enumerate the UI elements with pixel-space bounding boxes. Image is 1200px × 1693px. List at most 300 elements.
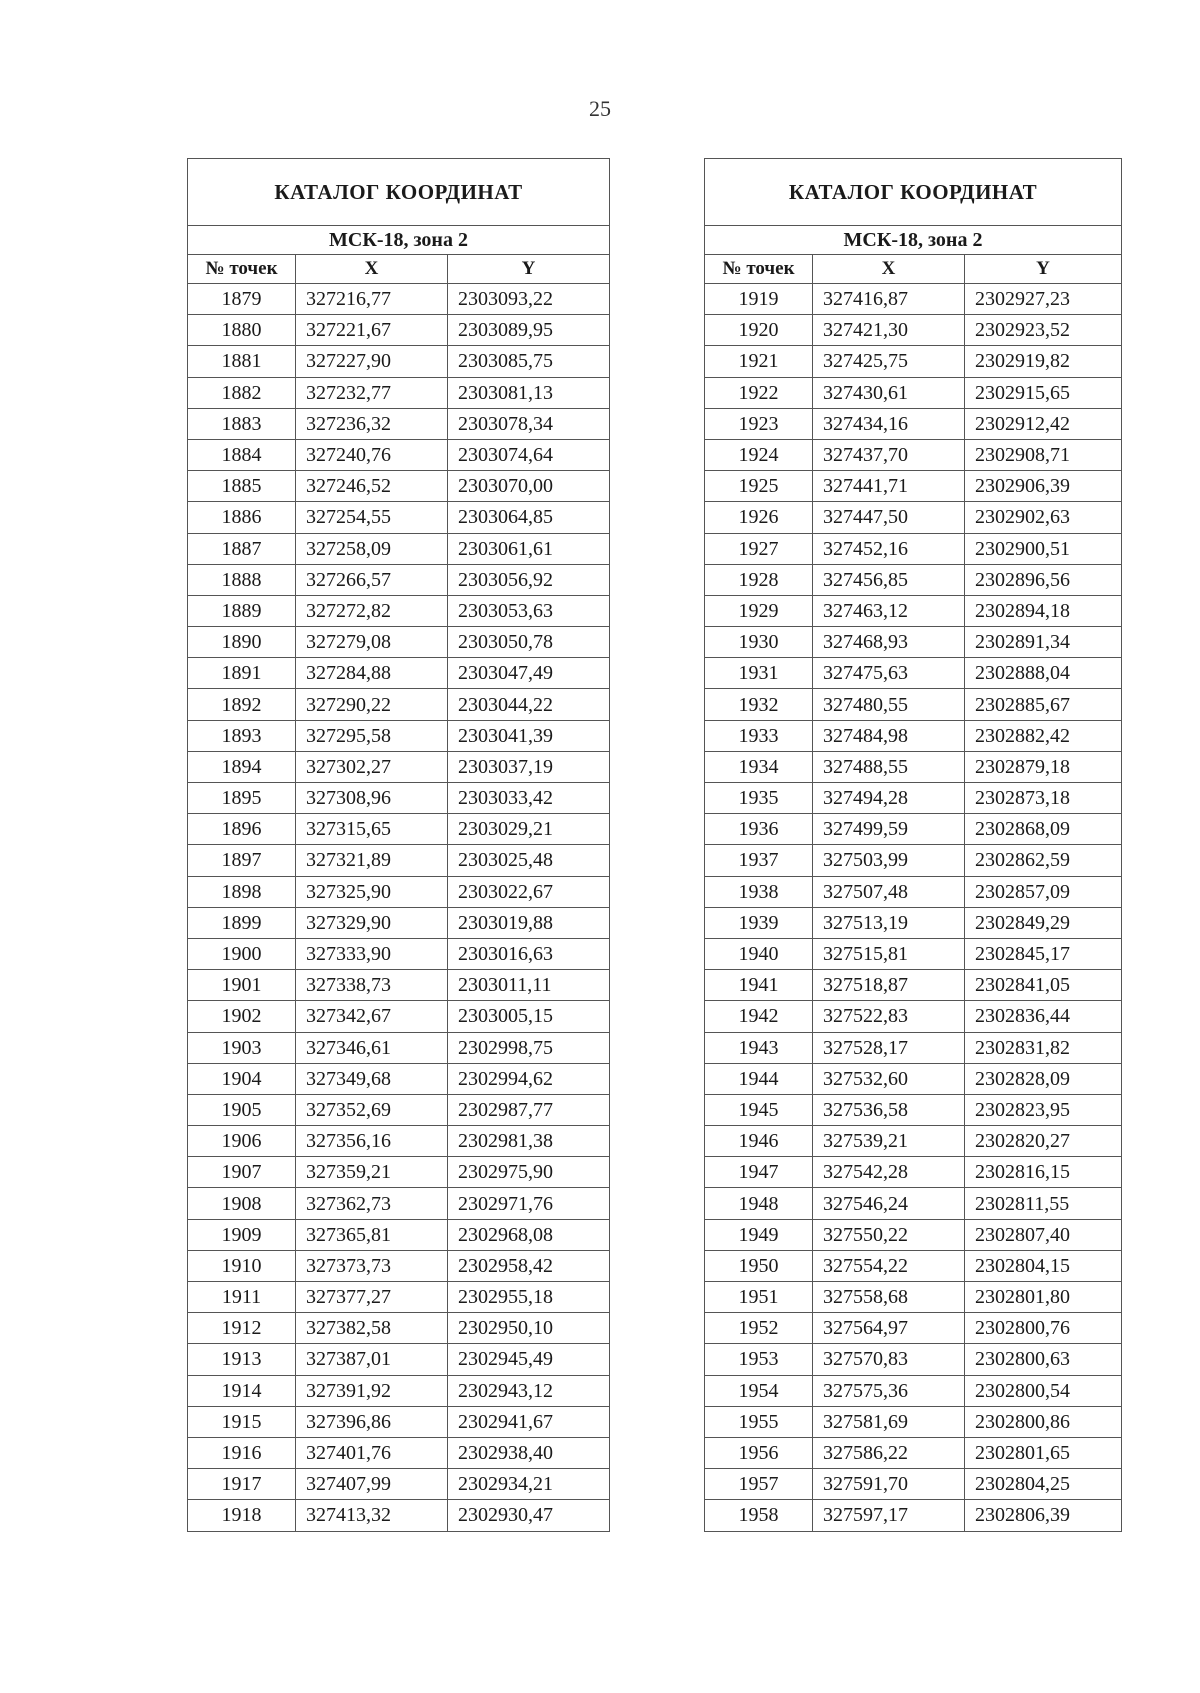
y-coordinate-cell: 2302908,71 bbox=[965, 439, 1122, 470]
point-number-cell: 1889 bbox=[188, 595, 296, 626]
table-row bbox=[188, 720, 610, 751]
point-number-cell: 1957 bbox=[705, 1469, 813, 1500]
y-coordinate-cell: 2302811,55 bbox=[965, 1188, 1122, 1219]
table-row bbox=[705, 1406, 1122, 1437]
y-coordinate-cell: 2302801,80 bbox=[965, 1282, 1122, 1313]
point-number-cell: 1896 bbox=[188, 814, 296, 845]
x-coordinate-cell: 327279,08 bbox=[296, 627, 448, 658]
y-coordinate-cell: 2302862,59 bbox=[965, 845, 1122, 876]
point-number-cell: 1916 bbox=[188, 1437, 296, 1468]
x-coordinate-cell: 327421,30 bbox=[813, 315, 965, 346]
point-number-cell: 1899 bbox=[188, 907, 296, 938]
x-coordinate-cell: 327377,27 bbox=[296, 1282, 448, 1313]
y-coordinate-cell: 2302820,27 bbox=[965, 1126, 1122, 1157]
point-number-cell: 1905 bbox=[188, 1094, 296, 1125]
point-number-cell: 1893 bbox=[188, 720, 296, 751]
x-coordinate-cell: 327359,21 bbox=[296, 1157, 448, 1188]
point-number-cell: 1903 bbox=[188, 1032, 296, 1063]
x-coordinate-cell: 327396,86 bbox=[296, 1406, 448, 1437]
table-row bbox=[705, 814, 1122, 845]
column-header-y: Y bbox=[965, 255, 1122, 284]
y-coordinate-cell: 2302968,08 bbox=[448, 1219, 610, 1250]
point-number-cell: 1915 bbox=[188, 1406, 296, 1437]
x-coordinate-cell: 327522,83 bbox=[813, 1001, 965, 1032]
point-number-cell: 1907 bbox=[188, 1157, 296, 1188]
point-number-cell: 1917 bbox=[188, 1469, 296, 1500]
x-coordinate-cell: 327542,28 bbox=[813, 1157, 965, 1188]
point-number-cell: 1928 bbox=[705, 564, 813, 595]
table-row bbox=[188, 377, 610, 408]
y-coordinate-cell: 2302879,18 bbox=[965, 751, 1122, 782]
x-coordinate-cell: 327437,70 bbox=[813, 439, 965, 470]
point-number-cell: 1881 bbox=[188, 346, 296, 377]
point-number-cell: 1929 bbox=[705, 595, 813, 626]
point-number-cell: 1906 bbox=[188, 1126, 296, 1157]
table-row bbox=[188, 783, 610, 814]
y-coordinate-cell: 2302987,77 bbox=[448, 1094, 610, 1125]
point-number-cell: 1940 bbox=[705, 938, 813, 969]
x-coordinate-cell: 327488,55 bbox=[813, 751, 965, 782]
x-coordinate-cell: 327558,68 bbox=[813, 1282, 965, 1313]
table-row bbox=[705, 970, 1122, 1001]
table-row bbox=[705, 1219, 1122, 1250]
table-row bbox=[188, 502, 610, 533]
x-coordinate-cell: 327302,27 bbox=[296, 751, 448, 782]
point-number-cell: 1883 bbox=[188, 408, 296, 439]
table-row bbox=[188, 284, 610, 315]
table-row bbox=[705, 1063, 1122, 1094]
table-row bbox=[705, 502, 1122, 533]
table-row bbox=[705, 564, 1122, 595]
table-row bbox=[705, 1437, 1122, 1468]
table-row bbox=[705, 1344, 1122, 1375]
y-coordinate-cell: 2302888,04 bbox=[965, 658, 1122, 689]
x-coordinate-cell: 327591,70 bbox=[813, 1469, 965, 1500]
point-number-cell: 1882 bbox=[188, 377, 296, 408]
table-row bbox=[188, 1157, 610, 1188]
y-coordinate-cell: 2303056,92 bbox=[448, 564, 610, 595]
point-number-cell: 1901 bbox=[188, 970, 296, 1001]
x-coordinate-cell: 327480,55 bbox=[813, 689, 965, 720]
point-number-cell: 1942 bbox=[705, 1001, 813, 1032]
point-number-cell: 1937 bbox=[705, 845, 813, 876]
point-number-cell: 1924 bbox=[705, 439, 813, 470]
x-coordinate-cell: 327236,32 bbox=[296, 408, 448, 439]
point-number-cell: 1955 bbox=[705, 1406, 813, 1437]
y-coordinate-cell: 2302891,34 bbox=[965, 627, 1122, 658]
x-coordinate-cell: 327266,57 bbox=[296, 564, 448, 595]
table-row bbox=[705, 1001, 1122, 1032]
x-coordinate-cell: 327308,96 bbox=[296, 783, 448, 814]
table-row bbox=[188, 471, 610, 502]
x-coordinate-cell: 327413,32 bbox=[296, 1500, 448, 1531]
table-row bbox=[705, 533, 1122, 564]
y-coordinate-cell: 2302823,95 bbox=[965, 1094, 1122, 1125]
x-coordinate-cell: 327329,90 bbox=[296, 907, 448, 938]
table-row bbox=[188, 814, 610, 845]
point-number-cell: 1919 bbox=[705, 284, 813, 315]
table-title: КАТАЛОГ КООРДИНАТ bbox=[188, 159, 610, 226]
y-coordinate-cell: 2302807,40 bbox=[965, 1219, 1122, 1250]
y-coordinate-cell: 2303081,13 bbox=[448, 377, 610, 408]
x-coordinate-cell: 327425,75 bbox=[813, 346, 965, 377]
table-row bbox=[188, 1219, 610, 1250]
x-coordinate-cell: 327240,76 bbox=[296, 439, 448, 470]
point-number-cell: 1946 bbox=[705, 1126, 813, 1157]
x-coordinate-cell: 327387,01 bbox=[296, 1344, 448, 1375]
x-coordinate-cell: 327221,67 bbox=[296, 315, 448, 346]
point-number-cell: 1890 bbox=[188, 627, 296, 658]
table-row bbox=[188, 1469, 610, 1500]
table-row bbox=[705, 315, 1122, 346]
point-number-cell: 1912 bbox=[188, 1313, 296, 1344]
point-number-cell: 1902 bbox=[188, 1001, 296, 1032]
point-number-cell: 1909 bbox=[188, 1219, 296, 1250]
table-row bbox=[188, 658, 610, 689]
table-row bbox=[705, 408, 1122, 439]
x-coordinate-cell: 327346,61 bbox=[296, 1032, 448, 1063]
point-number-cell: 1950 bbox=[705, 1250, 813, 1281]
point-number-cell: 1925 bbox=[705, 471, 813, 502]
y-coordinate-cell: 2303078,34 bbox=[448, 408, 610, 439]
y-coordinate-cell: 2302804,25 bbox=[965, 1469, 1122, 1500]
x-coordinate-cell: 327321,89 bbox=[296, 845, 448, 876]
y-coordinate-cell: 2303070,00 bbox=[448, 471, 610, 502]
y-coordinate-cell: 2303053,63 bbox=[448, 595, 610, 626]
table-row bbox=[188, 1375, 610, 1406]
point-number-cell: 1947 bbox=[705, 1157, 813, 1188]
table-row bbox=[705, 720, 1122, 751]
point-number-cell: 1904 bbox=[188, 1063, 296, 1094]
point-number-cell: 1914 bbox=[188, 1375, 296, 1406]
x-coordinate-cell: 327272,82 bbox=[296, 595, 448, 626]
coordinate-catalog-table-right bbox=[704, 158, 1122, 1532]
table-row bbox=[188, 1406, 610, 1437]
point-number-cell: 1892 bbox=[188, 689, 296, 720]
point-number-cell: 1885 bbox=[188, 471, 296, 502]
y-coordinate-cell: 2302882,42 bbox=[965, 720, 1122, 751]
y-coordinate-cell: 2302894,18 bbox=[965, 595, 1122, 626]
table-row bbox=[705, 1250, 1122, 1281]
table-row bbox=[705, 1188, 1122, 1219]
y-coordinate-cell: 2302902,63 bbox=[965, 502, 1122, 533]
y-coordinate-cell: 2302955,18 bbox=[448, 1282, 610, 1313]
point-number-cell: 1944 bbox=[705, 1063, 813, 1094]
x-coordinate-cell: 327342,67 bbox=[296, 1001, 448, 1032]
y-coordinate-cell: 2303041,39 bbox=[448, 720, 610, 751]
x-coordinate-cell: 327475,63 bbox=[813, 658, 965, 689]
x-coordinate-cell: 327484,98 bbox=[813, 720, 965, 751]
y-coordinate-cell: 2303033,42 bbox=[448, 783, 610, 814]
table-row bbox=[188, 1126, 610, 1157]
x-coordinate-cell: 327338,73 bbox=[296, 970, 448, 1001]
point-number-cell: 1952 bbox=[705, 1313, 813, 1344]
table-row bbox=[188, 1032, 610, 1063]
point-number-cell: 1954 bbox=[705, 1375, 813, 1406]
table-subtitle: МСК-18, зона 2 bbox=[188, 226, 610, 255]
x-coordinate-cell: 327586,22 bbox=[813, 1437, 965, 1468]
table-row bbox=[705, 1313, 1122, 1344]
y-coordinate-cell: 2302868,09 bbox=[965, 814, 1122, 845]
table-row bbox=[188, 751, 610, 782]
table-row bbox=[188, 1500, 610, 1531]
y-coordinate-cell: 2303019,88 bbox=[448, 907, 610, 938]
table-row bbox=[705, 377, 1122, 408]
table-row bbox=[705, 1500, 1122, 1531]
y-coordinate-cell: 2302930,47 bbox=[448, 1500, 610, 1531]
table-row bbox=[705, 689, 1122, 720]
x-coordinate-cell: 327416,87 bbox=[813, 284, 965, 315]
y-coordinate-cell: 2303029,21 bbox=[448, 814, 610, 845]
x-coordinate-cell: 327536,58 bbox=[813, 1094, 965, 1125]
point-number-cell: 1938 bbox=[705, 876, 813, 907]
x-coordinate-cell: 327456,85 bbox=[813, 564, 965, 595]
x-coordinate-cell: 327528,17 bbox=[813, 1032, 965, 1063]
y-coordinate-cell: 2303061,61 bbox=[448, 533, 610, 564]
table-row bbox=[188, 595, 610, 626]
table-row bbox=[188, 439, 610, 470]
x-coordinate-cell: 327356,16 bbox=[296, 1126, 448, 1157]
x-coordinate-cell: 327581,69 bbox=[813, 1406, 965, 1437]
point-number-cell: 1884 bbox=[188, 439, 296, 470]
table-row bbox=[705, 845, 1122, 876]
y-coordinate-cell: 2302958,42 bbox=[448, 1250, 610, 1281]
y-coordinate-cell: 2302896,56 bbox=[965, 564, 1122, 595]
y-coordinate-cell: 2302941,67 bbox=[448, 1406, 610, 1437]
x-coordinate-cell: 327515,81 bbox=[813, 938, 965, 969]
point-number-cell: 1908 bbox=[188, 1188, 296, 1219]
x-coordinate-cell: 327447,50 bbox=[813, 502, 965, 533]
table-row bbox=[188, 1437, 610, 1468]
table-row bbox=[188, 1001, 610, 1032]
table-row bbox=[188, 1313, 610, 1344]
x-coordinate-cell: 327254,55 bbox=[296, 502, 448, 533]
x-coordinate-cell: 327494,28 bbox=[813, 783, 965, 814]
y-coordinate-cell: 2303044,22 bbox=[448, 689, 610, 720]
point-number-cell: 1897 bbox=[188, 845, 296, 876]
table-row bbox=[705, 595, 1122, 626]
y-coordinate-cell: 2303074,64 bbox=[448, 439, 610, 470]
y-coordinate-cell: 2302831,82 bbox=[965, 1032, 1122, 1063]
y-coordinate-cell: 2302849,29 bbox=[965, 907, 1122, 938]
x-coordinate-cell: 327258,09 bbox=[296, 533, 448, 564]
table-title: КАТАЛОГ КООРДИНАТ bbox=[705, 159, 1122, 226]
table-row bbox=[188, 1282, 610, 1313]
x-coordinate-cell: 327503,99 bbox=[813, 845, 965, 876]
point-number-cell: 1935 bbox=[705, 783, 813, 814]
y-coordinate-cell: 2303050,78 bbox=[448, 627, 610, 658]
point-number-cell: 1939 bbox=[705, 907, 813, 938]
column-header-point-number: № точек bbox=[188, 255, 296, 284]
x-coordinate-cell: 327499,59 bbox=[813, 814, 965, 845]
x-coordinate-cell: 327430,61 bbox=[813, 377, 965, 408]
point-number-cell: 1920 bbox=[705, 315, 813, 346]
column-header-x: X bbox=[296, 255, 448, 284]
point-number-cell: 1953 bbox=[705, 1344, 813, 1375]
x-coordinate-cell: 327564,97 bbox=[813, 1313, 965, 1344]
table-row bbox=[705, 346, 1122, 377]
x-coordinate-cell: 327315,65 bbox=[296, 814, 448, 845]
point-number-cell: 1886 bbox=[188, 502, 296, 533]
y-coordinate-cell: 2302845,17 bbox=[965, 938, 1122, 969]
point-number-cell: 1948 bbox=[705, 1188, 813, 1219]
y-coordinate-cell: 2302950,10 bbox=[448, 1313, 610, 1344]
page-number: 25 bbox=[589, 96, 611, 121]
x-coordinate-cell: 327597,17 bbox=[813, 1500, 965, 1531]
point-number-cell: 1926 bbox=[705, 502, 813, 533]
table-row bbox=[705, 907, 1122, 938]
table-row bbox=[705, 1032, 1122, 1063]
y-coordinate-cell: 2302873,18 bbox=[965, 783, 1122, 814]
x-coordinate-cell: 327349,68 bbox=[296, 1063, 448, 1094]
point-number-cell: 1958 bbox=[705, 1500, 813, 1531]
y-coordinate-cell: 2302800,54 bbox=[965, 1375, 1122, 1406]
column-header-x: X bbox=[813, 255, 965, 284]
point-number-cell: 1936 bbox=[705, 814, 813, 845]
y-coordinate-cell: 2302938,40 bbox=[448, 1437, 610, 1468]
table-row bbox=[188, 533, 610, 564]
y-coordinate-cell: 2302923,52 bbox=[965, 315, 1122, 346]
table-row bbox=[705, 658, 1122, 689]
point-number-cell: 1921 bbox=[705, 346, 813, 377]
y-coordinate-cell: 2302998,75 bbox=[448, 1032, 610, 1063]
point-number-cell: 1943 bbox=[705, 1032, 813, 1063]
y-coordinate-cell: 2302801,65 bbox=[965, 1437, 1122, 1468]
x-coordinate-cell: 327570,83 bbox=[813, 1344, 965, 1375]
y-coordinate-cell: 2302800,86 bbox=[965, 1406, 1122, 1437]
table-row bbox=[188, 1250, 610, 1281]
y-coordinate-cell: 2302800,63 bbox=[965, 1344, 1122, 1375]
table-row bbox=[705, 783, 1122, 814]
coordinate-catalog-table-left bbox=[187, 158, 610, 1532]
x-coordinate-cell: 327539,21 bbox=[813, 1126, 965, 1157]
x-coordinate-cell: 327362,73 bbox=[296, 1188, 448, 1219]
table-body bbox=[705, 284, 1122, 1532]
table-row bbox=[705, 1282, 1122, 1313]
y-coordinate-cell: 2303085,75 bbox=[448, 346, 610, 377]
x-coordinate-cell: 327532,60 bbox=[813, 1063, 965, 1094]
table-row bbox=[188, 627, 610, 658]
point-number-cell: 1923 bbox=[705, 408, 813, 439]
table-row bbox=[705, 938, 1122, 969]
y-coordinate-cell: 2302919,82 bbox=[965, 346, 1122, 377]
point-number-cell: 1888 bbox=[188, 564, 296, 595]
point-number-cell: 1931 bbox=[705, 658, 813, 689]
y-coordinate-cell: 2302943,12 bbox=[448, 1375, 610, 1406]
point-number-cell: 1932 bbox=[705, 689, 813, 720]
x-coordinate-cell: 327441,71 bbox=[813, 471, 965, 502]
table-row bbox=[705, 471, 1122, 502]
table-row bbox=[705, 1126, 1122, 1157]
table-row bbox=[188, 1063, 610, 1094]
x-coordinate-cell: 327550,22 bbox=[813, 1219, 965, 1250]
y-coordinate-cell: 2303005,15 bbox=[448, 1001, 610, 1032]
y-coordinate-cell: 2302900,51 bbox=[965, 533, 1122, 564]
table-row bbox=[705, 876, 1122, 907]
x-coordinate-cell: 327284,88 bbox=[296, 658, 448, 689]
column-header-point-number: № точек bbox=[705, 255, 813, 284]
x-coordinate-cell: 327518,87 bbox=[813, 970, 965, 1001]
x-coordinate-cell: 327333,90 bbox=[296, 938, 448, 969]
x-coordinate-cell: 327227,90 bbox=[296, 346, 448, 377]
y-coordinate-cell: 2302806,39 bbox=[965, 1500, 1122, 1531]
point-number-cell: 1949 bbox=[705, 1219, 813, 1250]
y-coordinate-cell: 2302857,09 bbox=[965, 876, 1122, 907]
x-coordinate-cell: 327507,48 bbox=[813, 876, 965, 907]
table-row bbox=[188, 689, 610, 720]
point-number-cell: 1918 bbox=[188, 1500, 296, 1531]
point-number-cell: 1879 bbox=[188, 284, 296, 315]
table-row bbox=[705, 1469, 1122, 1500]
x-coordinate-cell: 327216,77 bbox=[296, 284, 448, 315]
point-number-cell: 1922 bbox=[705, 377, 813, 408]
x-coordinate-cell: 327290,22 bbox=[296, 689, 448, 720]
x-coordinate-cell: 327575,36 bbox=[813, 1375, 965, 1406]
x-coordinate-cell: 327513,19 bbox=[813, 907, 965, 938]
table-row bbox=[188, 564, 610, 595]
point-number-cell: 1933 bbox=[705, 720, 813, 751]
y-coordinate-cell: 2302912,42 bbox=[965, 408, 1122, 439]
point-number-cell: 1930 bbox=[705, 627, 813, 658]
y-coordinate-cell: 2302841,05 bbox=[965, 970, 1122, 1001]
y-coordinate-cell: 2302800,76 bbox=[965, 1313, 1122, 1344]
y-coordinate-cell: 2303037,19 bbox=[448, 751, 610, 782]
point-number-cell: 1895 bbox=[188, 783, 296, 814]
y-coordinate-cell: 2303011,11 bbox=[448, 970, 610, 1001]
y-coordinate-cell: 2302971,76 bbox=[448, 1188, 610, 1219]
y-coordinate-cell: 2302975,90 bbox=[448, 1157, 610, 1188]
x-coordinate-cell: 327463,12 bbox=[813, 595, 965, 626]
table-row bbox=[188, 408, 610, 439]
y-coordinate-cell: 2303016,63 bbox=[448, 938, 610, 969]
x-coordinate-cell: 327325,90 bbox=[296, 876, 448, 907]
point-number-cell: 1894 bbox=[188, 751, 296, 782]
y-coordinate-cell: 2303089,95 bbox=[448, 315, 610, 346]
y-coordinate-cell: 2302915,65 bbox=[965, 377, 1122, 408]
x-coordinate-cell: 327468,93 bbox=[813, 627, 965, 658]
point-number-cell: 1900 bbox=[188, 938, 296, 969]
x-coordinate-cell: 327434,16 bbox=[813, 408, 965, 439]
point-number-cell: 1913 bbox=[188, 1344, 296, 1375]
x-coordinate-cell: 327452,16 bbox=[813, 533, 965, 564]
table-row bbox=[705, 627, 1122, 658]
table-row bbox=[705, 284, 1122, 315]
table-row bbox=[188, 876, 610, 907]
y-coordinate-cell: 2302934,21 bbox=[448, 1469, 610, 1500]
table-row bbox=[188, 346, 610, 377]
point-number-cell: 1898 bbox=[188, 876, 296, 907]
y-coordinate-cell: 2302804,15 bbox=[965, 1250, 1122, 1281]
column-header-y: Y bbox=[448, 255, 610, 284]
table-row bbox=[188, 1188, 610, 1219]
table-row bbox=[705, 1375, 1122, 1406]
table-body bbox=[188, 284, 610, 1532]
table-row bbox=[705, 439, 1122, 470]
y-coordinate-cell: 2302981,38 bbox=[448, 1126, 610, 1157]
table-row bbox=[188, 845, 610, 876]
point-number-cell: 1941 bbox=[705, 970, 813, 1001]
table-row bbox=[188, 907, 610, 938]
x-coordinate-cell: 327546,24 bbox=[813, 1188, 965, 1219]
y-coordinate-cell: 2302828,09 bbox=[965, 1063, 1122, 1094]
table-row bbox=[188, 1344, 610, 1375]
y-coordinate-cell: 2303022,67 bbox=[448, 876, 610, 907]
point-number-cell: 1945 bbox=[705, 1094, 813, 1125]
x-coordinate-cell: 327407,99 bbox=[296, 1469, 448, 1500]
table-row bbox=[705, 751, 1122, 782]
table-subtitle: МСК-18, зона 2 bbox=[705, 226, 1122, 255]
y-coordinate-cell: 2302816,15 bbox=[965, 1157, 1122, 1188]
